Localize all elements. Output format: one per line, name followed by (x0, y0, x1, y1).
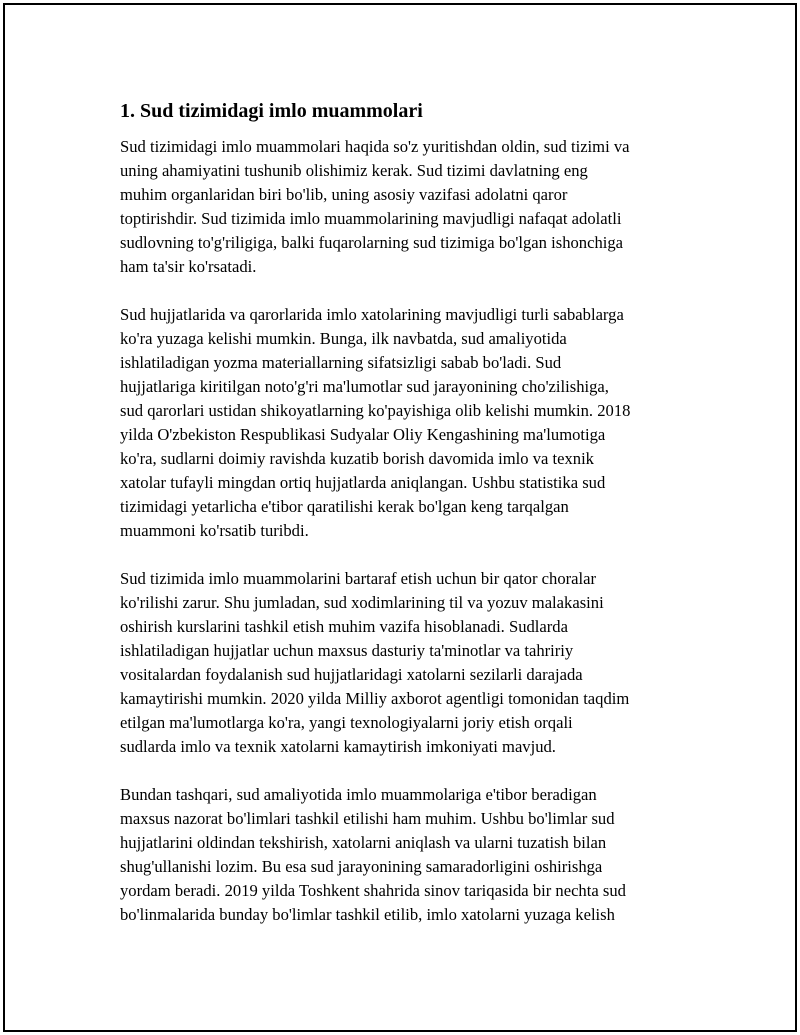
document-page (3, 3, 797, 1032)
paragraph-1: Sud tizimidagi imlo muammolari haqida so'z yuritishdan oldin, sud tizimi va uning ahamiyatini tushunib olishimiz kerak. Sud tizimi davlatning eng muhim organlaridan biri bo'lib, uning asosiy vazifasi adolatni qaror toptirishdir. Sud tizimida imlo muammolarining mavjudligi nafaqat adolatli sudlovning to'g'riligiga, balki fuqarolarning sud tizimiga bo'lgan ishonchiga ham ta'sir ko'rsatadi. (120, 137, 630, 276)
section-heading: 1. Sud tizimidagi imlo muammolari (120, 100, 423, 122)
document-body (120, 99, 695, 951)
paragraph-4: Bundan tashqari, sud amaliyotida imlo muammolariga e'tibor beradigan maxsus nazorat bo'limlari tashkil etilishi ham muhim. Ushbu bo'limlar sud hujjatlarini oldindan tekshirish, xatolarni aniqlash va ularni tuzatish bilan shug'ullanishi lozim. Bu esa sud jarayonining samaradorligini oshirishga yordam beradi. 2019 yilda Toshkent shahrida sinov tariqasida bir nechta sud bo'linmalarida bunday bo'limlar tashkil etilib, imlo xatolarni yuzaga kelish (120, 785, 626, 924)
paragraph-2: Sud hujjatlarida va qarorlarida imlo xatolarining mavjudligi turli sabablarga ko'ra yuzaga kelishi mumkin. Bunga, ilk navbatda, sud amaliyotida ishlatiladigan yozma materiallarning sifatsizligi sabab bo'ladi. Sud hujjatlariga kiritilgan noto'g'ri ma'lumotlar sud jarayonining cho'zilishiga, sud qarorlari ustidan shikoyatlarning ko'payishiga olib kelishi mumkin. 2018 yilda O'zbekiston Respublikasi Sudyalar Oliy Kengashining ma'lumotiga ko'ra, sudlarni doimiy ravishda kuzatib borish davomida imlo va texnik xatolar tufayli mingdan ortiq hujjatlarda aniqlangan. Ushbu statistika sud tizimidagi yetarlicha e'tibor qaratilishi kerak bo'lgan keng tarqalgan muammoni ko'rsatib turibdi. (120, 305, 631, 540)
paragraph-3: Sud tizimida imlo muammolarini bartaraf etish uchun bir qator choralar ko'rilishi zarur. Shu jumladan, sud xodimlarining til va yozuv malakasini oshirish kurslarini tashkil etish muhim vazifa hisoblanadi. Sudlarda ishlatiladigan hujjatlar uchun maxsus dasturiy ta'minotlar va tahririy vositalardan foydalanish sud hujjatlaridagi xatolarni sezilarli darajada kamaytirishi mumkin. 2020 yilda Milliy axborot agentligi tomonidan taqdim etilgan ma'lumotlarga ko'ra, yangi texnologiyalarni joriy etish orqali sudlarda imlo va texnik xatolarni kamaytirish imkoniyati mavjud. (120, 569, 630, 756)
